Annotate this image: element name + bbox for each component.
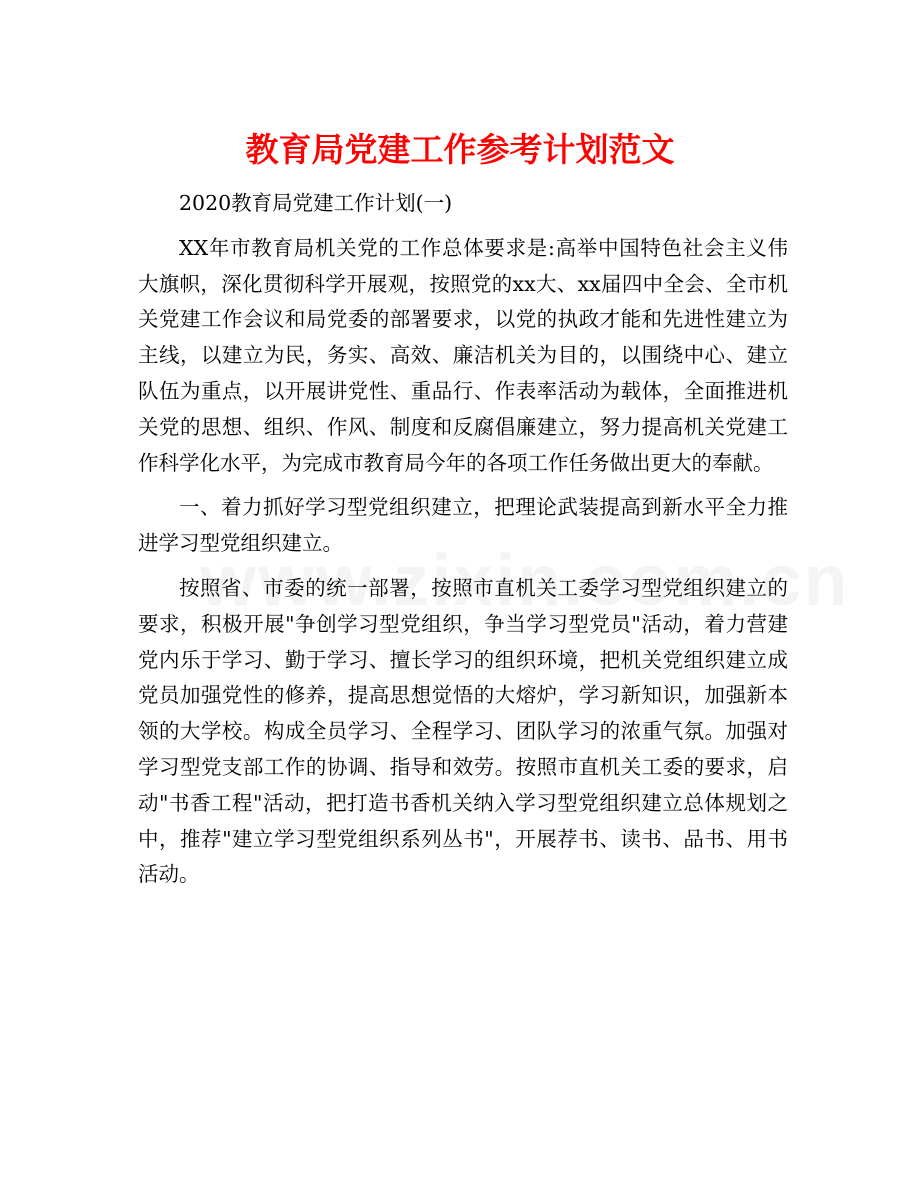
paragraph-subtitle: 2020教育局党建工作计划(一) — [179, 191, 453, 215]
document-body — [138, 186, 788, 893]
paragraph-overview: XX年市教育局机关党的工作总体要求是:高举中国特色社会主义伟大旗帜，深化贯彻科学开展观，按照党的xx大、xx届四中全会、全市机关党建工作会议和局党委的部署要求，以党的执政才能和先进性建立为主线，以建立为民，务实、高效、廉洁机关为目的，以围绕中心、建立队伍为重点，以开展讲党性、重品行、作表率活动为载体，全面推进机关党的思想、组织、作风、制度和反腐倡廉建立，努力提高机关党建工作科学化水平，为完成市教育局今年的各项工作任务做出更大的奉献。 — [138, 235, 788, 475]
paragraph-details: 按照省、市委的统一部署，按照市直机关工委学习型党组织建立的要求，积极开展"争创学习型党组织，争当学习型党员"活动，着力营建党内乐于学习、勤于学习、擅长学习的组织环境，把机关党组织建立成党员加强党性的修养，提高思想觉悟的大熔炉，学习新知识，加强新本领的大学校。构成全员学习、全程学习、团队学习的浓重气氛。加强对学习型党支部工作的协调、指导和效劳。按照市直机关工委的要求，启动"书香工程"活动，把打造书香机关纳入学习型党组织建立总体规划之中，推荐"建立学习型党组织系列丛书"，开展荐书、读书、品书、用书活动。 — [138, 575, 788, 887]
document-title: 教育局党建工作参考计划范文 — [245, 130, 675, 169]
paragraph-section-heading: 一、着力抓好学习型党组织建立，把理论武装提高到新水平全力推进学习型党组织建立。 — [138, 495, 788, 556]
